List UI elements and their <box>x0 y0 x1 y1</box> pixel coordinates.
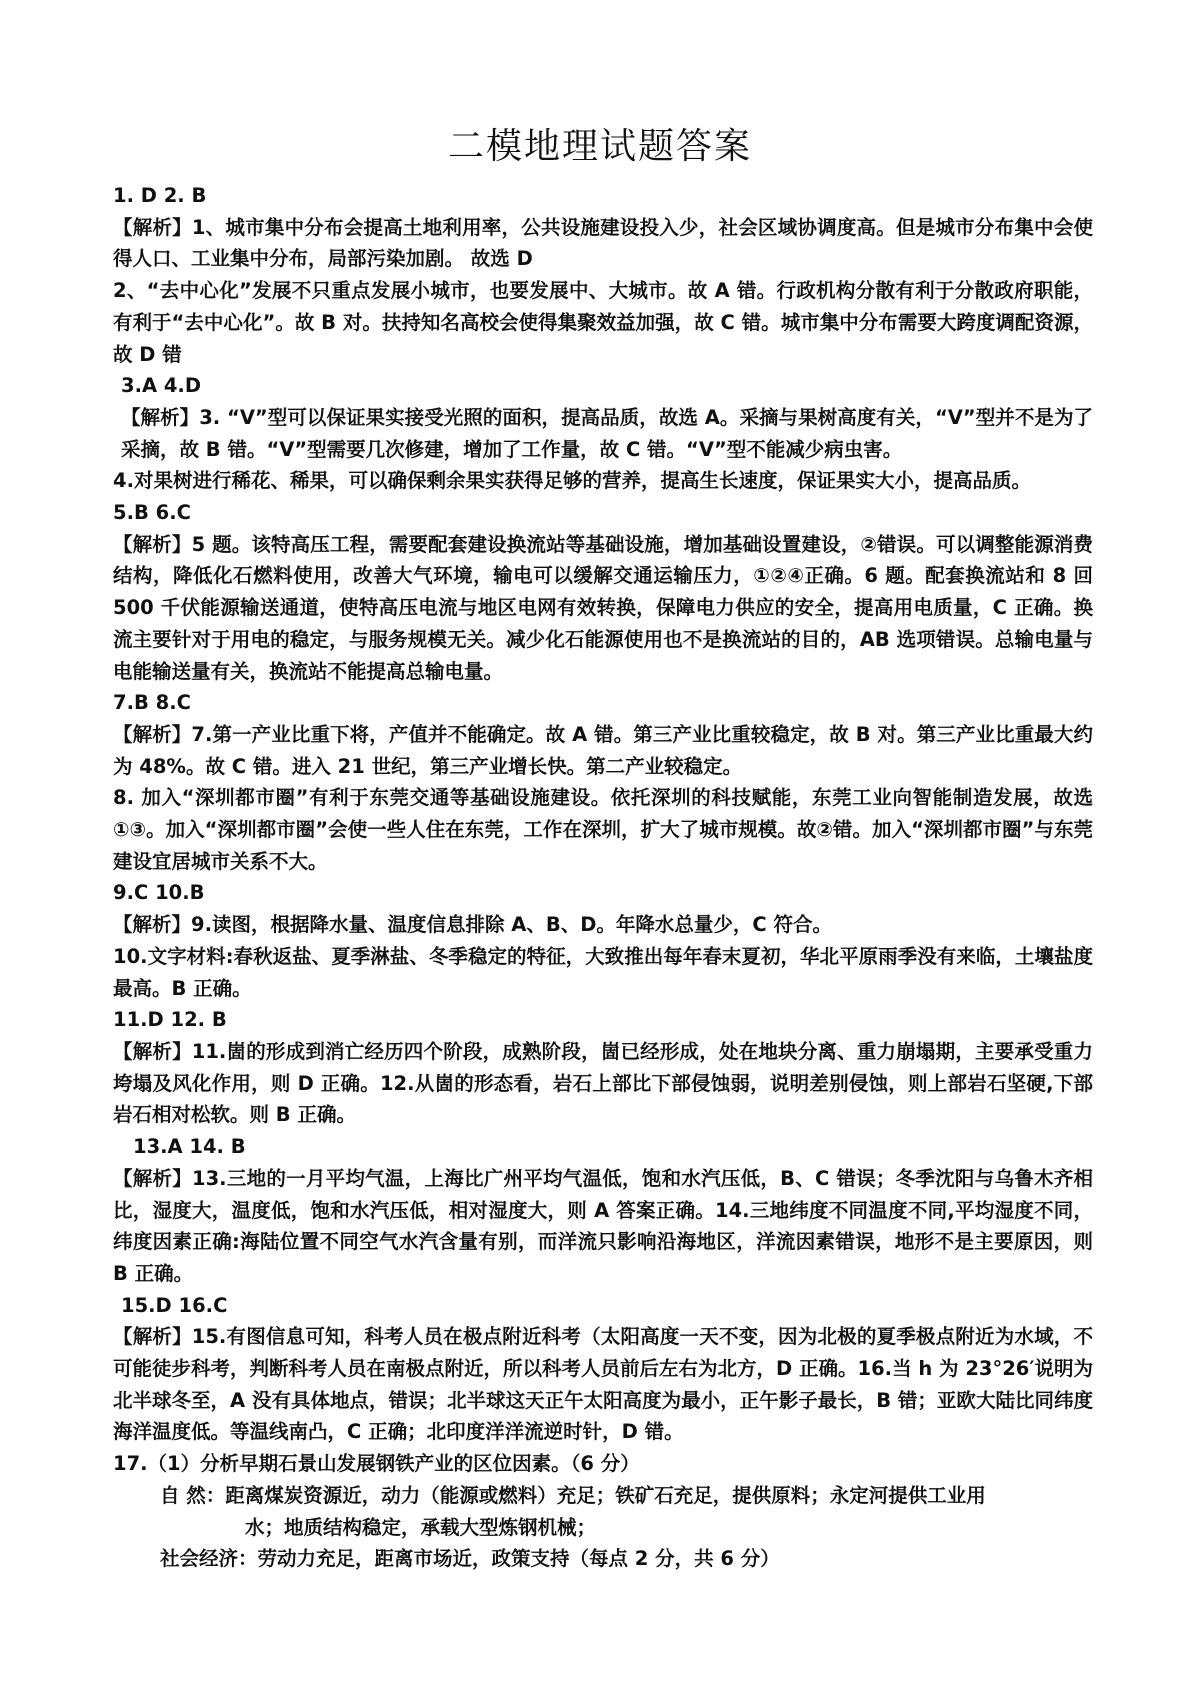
answer-key-line: 9.C 10.B <box>113 881 205 905</box>
page-title: 二模地理试题答案 <box>447 126 752 167</box>
explanation-paragraph: 【解析】9.读图，根据降水量、温度信息排除 A、B、D。年降水总量少，C 符合。 <box>113 913 833 937</box>
explanation-paragraph: 【解析】1、城市集中分布会提高土地利用率，公共设施建设投入少，社会区域协调度高。但是城市分布集中会使得人口、工业集中分布，局部污染加剧。 故选 D <box>113 215 1093 271</box>
explanation-paragraph: 【解析】5 题。该特高压工程，需要配套建设换流站等基础设施，增加基础设置建设，②错误。可以调整能源消费结构，降低化石燃料使用，改善大气环境，输电可以缓解交通运输压力，①②④正确。6 题。配套换流站和 8 回 500 千伏能源输送通道，使特高压电流与地区电网有效转换，保障电力供应的安全，提高用电质量，C 正确。换流主要针对于用电的稳定，与服务规模无关。减少化石能源使用也不是换流站的目的，AB 选项错误。总输电量与电能输送量有关，换流站不能提高总输电量。 <box>113 532 1093 683</box>
explanation-paragraph: 【解析】15.有图信息可知，科考人员在极点附近科考（太阳高度一天不变，因为北极的夏季极点附近为水域，不可能徒步科考，判断科考人员在南极点附近，所以科考人员前后左右为北方，D 正确。16.当 h 为 23°26′说明为北半球冬至，A 没有具体地点，错误；北半球这天正午太阳高度为最小，正午影子最长，B 错；亚欧大陆比同纬度海洋温度低。等温线南凸，C 正确；北印度洋洋流逆时针，D 错。 <box>113 1325 1093 1444</box>
explanation-paragraph: 【解析】7.第一产业比重下将，产值并不能确定。故 A 错。第三产业比重较稳定，故 B 对。第三产业比重最大约为 48%。故 C 错。进入 21 世纪，第三产业增长快。第二产业较稳定。 <box>113 722 1093 778</box>
explanation-paragraph: 17.（1）分析早期石景山发展钢铁产业的区位因素。（6 分） <box>113 1452 640 1476</box>
explanation-paragraph: 社会经济：劳动力充足，距离市场近，政策支持（每点 2 分，共 6 分） <box>160 1547 780 1571</box>
answer-key-line: 3.A 4.D <box>121 374 202 398</box>
answer-key-line: 7.B 8.C <box>113 691 191 715</box>
explanation-paragraph: 【解析】13.三地的一月平均气温，上海比广州平均气温低，饱和水汽压低，B、C 错误；冬季沈阳与乌鲁木齐相比，湿度大，温度低，饱和水汽压低，相对湿度大，则 A 答案正确。14.三地纬度不同温度不同,平均湿度不同，纬度因素正确:海陆位置不同空气水汽含量有别，而洋流只影响沿海地区，洋流因素错误，地形不是主要原因，则 B 正确。 <box>113 1166 1093 1285</box>
explanation-paragraph: 4.对果树进行稀花、稀果，可以确保剩余果实获得足够的营养，提高生长速度，保证果实大小，提高品质。 <box>113 469 1031 493</box>
answer-key-line: 13.A 14. B <box>133 1135 246 1159</box>
explanation-paragraph: 【解析】3. “V”型可以保证果实接受光照的面积，提高品质，故选 A。采摘与果树高度有关，“V”型并不是为了采摘，故 B 错。“V”型需要几次修建，增加了工作量，故 C 错。“V”型不能减少病虫害。 <box>121 405 1093 461</box>
explanation-paragraph: 【解析】11.崮的形成到消亡经历四个阶段，成熟阶段，崮已经形成，处在地块分离、重力崩塌期，主要承受重力垮塌及风化作用，则 D 正确。12.从崮的形态看，岩石上部比下部侵蚀弱，说明差别侵蚀，则上部岩石坚硬,下部岩石相对松软。则 B 正确。 <box>113 1039 1093 1127</box>
explanation-paragraph: 水；地质结构稳定，承载大型炼钢机械； <box>245 1515 597 1539</box>
answer-key-line: 1. D 2. B <box>113 184 207 207</box>
explanation-paragraph: 2、“去中心化”发展不只重点发展小城市，也要发展中、大城市。故 A 错。行政机构分散有利于分散政府职能，有利于“去中心化”。故 B 对。扶持知名高校会使得集聚效益加强，故 C 错。城市集中分布需要大跨度调配资源，故 D 错 <box>113 279 1093 366</box>
explanation-paragraph: 8. 加入“深圳都市圈”有利于东莞交通等基础设施建设。依托深圳的科技赋能，东莞工业向智能制造发展，故选①③。加入“深圳都市圈”会使一些人住在东莞，工作在深圳，扩大了城市规模。故②错。加入“深圳都市圈”与东莞建设宜居城市关系不大。 <box>113 786 1093 873</box>
answer-body <box>113 180 1093 1575</box>
answer-key-line: 11.D 12. B <box>113 1008 227 1032</box>
answer-key-line: 15.D 16.C <box>121 1293 228 1317</box>
explanation-paragraph: 自 然：距离煤炭资源近，动力（能源或燃料）充足；铁矿石充足，提供原料；永定河提供工业用 <box>160 1483 986 1507</box>
answer-key-line: 5.B 6.C <box>113 501 191 525</box>
explanation-paragraph: 10.文字材料:春秋返盐、夏季淋盐、冬季稳定的特征，大致推出每年春末夏初，华北平原雨季没有来临，土壤盐度最高。B 正确。 <box>113 944 1093 1000</box>
